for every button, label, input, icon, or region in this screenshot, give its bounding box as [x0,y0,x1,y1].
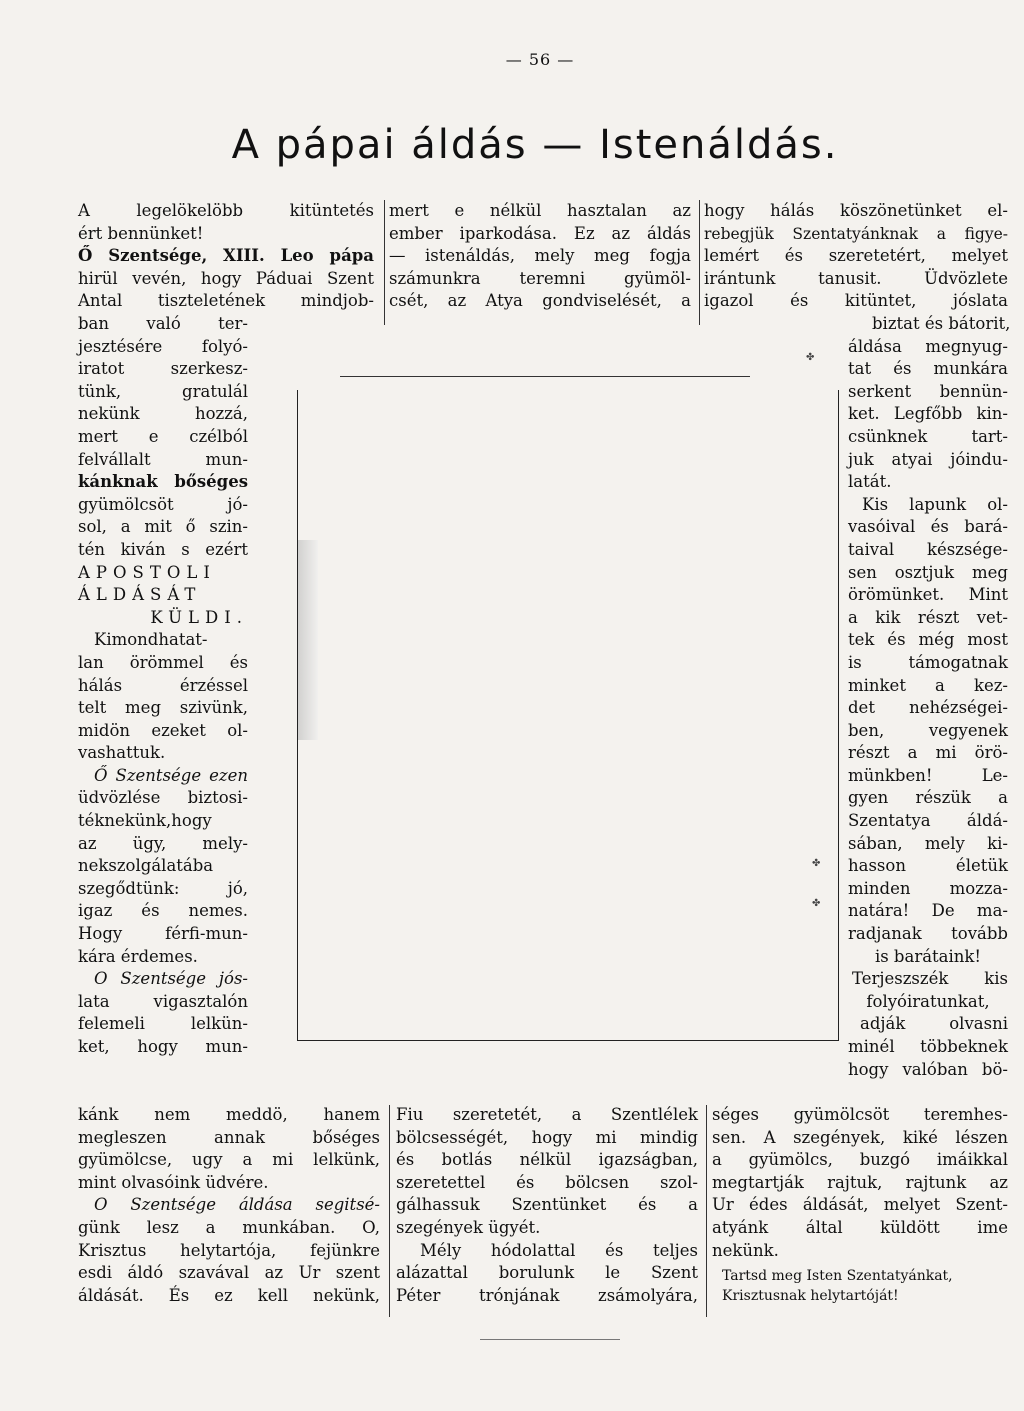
text-line: és botlás nélkül igazságban, [396,1150,698,1170]
middle-column-bottom [396,1104,698,1307]
footnote-line: Tartsd meg Isten Szentatyánkat, [722,1268,953,1284]
text-line: alázattal borulunk le Szent [396,1263,698,1283]
text-line: a gyümölcs, buzgó imáikkal [712,1150,1008,1170]
column-rule-top-1 [384,200,385,325]
text-line: megtartják rajtuk, rajtunk az [712,1172,1008,1192]
text-line: hasson életük [848,856,1008,876]
text-line: mert e nélkül hasztalan az [389,201,691,220]
text-line: ket. Legfőbb kin- [848,404,1008,424]
left-column-top [78,200,374,313]
illustration-shade [298,540,318,740]
text-line: taival készsége- [848,539,1008,559]
text-line: ban való ter- [78,314,248,333]
text-line: sen. A szegények, kiké lészen [712,1127,1008,1147]
text-line: O Szentsége áldása segitsé- [94,1195,380,1215]
text-line: nekünk hozzá, [78,404,248,424]
footnote-line: Krisztusnak helytartóját! [722,1288,899,1304]
text-line: Kis lapunk ol- [862,494,1008,514]
text-line: Terjeszszék kis [852,969,1008,989]
text-line: münkben! Le- [848,765,1008,785]
text-line: biztat és bátorit, [872,314,1011,333]
page-title: A pápai áldás — Istenáldás. [231,122,839,168]
text-line: mint olvasóink üdvére. [78,1172,269,1192]
text-line: lan örömmel és [78,652,248,672]
text-line: üdvözlése biztosi- [78,788,248,808]
text-line: az ügy, mely- [78,833,248,853]
text-line: mert e czélból [78,426,248,446]
text-line: Fiu szeretetét, a Szentlélek [396,1105,698,1124]
column-rule-bottom-1 [389,1105,390,1317]
text-line: csünknek tart- [848,426,1008,446]
text-line: radjanak tovább [848,924,1008,944]
text-line: bölcsességét, hogy mi mindig [396,1127,698,1147]
text-line: számunkra teremni gyümöl- [389,268,691,288]
text-line: Szentatya áldá- [848,811,1008,831]
text-line: Ő Szentsége, XIII. Leo pápa [78,246,374,266]
page-number: — 56 — [505,50,575,69]
text-line: igaz és nemes. [78,901,248,921]
text-line: szeretettel és bölcsen szol- [396,1172,698,1192]
text-line: tek és még most [848,630,1008,650]
text-line: Antal tiszteletének mindjob- [78,291,374,311]
middle-column-top [389,200,691,313]
text-line: O Szentsége jós- [94,969,248,989]
left-column-bottom [78,1104,380,1307]
text-line: juk atyai jóindu- [848,449,1008,469]
text-line: Ő Szentsége ezen [94,765,248,785]
text-line: felvállalt mun- [78,449,248,469]
text-line: nekünk. [712,1240,779,1260]
text-line: günk lesz a munkában. O, [78,1217,380,1237]
right-column-bottom [712,1104,1008,1262]
text-line: megleszen annak bőséges [78,1127,380,1147]
text-line: felemeli lelkün- [78,1014,248,1034]
text-line: folyóiratunkat, [866,991,990,1011]
text-line: lemért és szeretetért, melyet [704,246,1008,266]
text-line: minél többeknek [848,1037,1008,1056]
column-rule-bottom-2 [706,1105,707,1317]
ornament-icon: ✤ [806,352,815,363]
ornament-icon: ✤ [812,898,821,909]
text-line: gyümölcse, ugy a mi lelkünk, [78,1150,380,1170]
text-line: — istenáldás, mely meg fogja [389,246,691,266]
ornament-icon: ✤ [812,858,821,869]
text-line: telt meg szivünk, [78,698,248,718]
text-line: APOSTOLI [78,562,216,582]
text-line: sen osztjuk meg [848,562,1008,582]
bottom-rule [480,1339,620,1340]
text-line: sol, a mit ő szin- [78,517,248,537]
text-line: A legelökelöbb kitüntetés [78,201,374,220]
text-line: minden mozza- [848,878,1008,898]
image-top-rule [340,376,750,377]
text-line: jesztésére folyó- [78,336,248,356]
text-line: latát. [848,472,892,492]
text-line: ben, vegyenek [848,720,1008,740]
text-line: a kik részt vet- [848,607,1008,627]
left-column-narrow [78,313,248,1059]
text-line: is barátaink! [874,946,982,966]
text-line: hogy hálás köszönetünket el- [704,201,1008,220]
text-line: szegények ügyét. [396,1217,541,1237]
text-line: hálás érzéssel [78,675,248,695]
text-line: is támogatnak [848,652,1008,672]
text-line: rebegjük Szentatyánknak a figye- [704,224,1008,243]
text-line: Hogy férfi-mun- [78,924,248,944]
text-line: gyen részük a [848,788,1008,808]
text-line: hogy valóban bö- [848,1059,1008,1079]
right-column-narrow [848,313,1011,1081]
text-line: ért bennünket! [78,223,204,243]
text-line: esdi áldó szavával az Ur szent [78,1263,380,1283]
text-line: kára érdemes. [78,946,198,966]
text-line: séges gyümölcsöt teremhes- [712,1105,1008,1124]
text-line: igazol és kitüntet, jóslata [704,291,1008,311]
text-line: kánk nem meddö, hanem [78,1105,380,1124]
text-line: szegődtünk: jó, [78,878,248,898]
text-line: vasóival és bará- [848,517,1008,537]
text-line: tat és munkára [848,359,1008,379]
text-line: tünk, gratulál [78,381,248,401]
text-line: natára! De ma- [848,901,1008,921]
text-line: részt a mi örö- [848,743,1008,763]
text-line: adják olvasni [860,1014,1008,1034]
right-column-top [704,200,1008,313]
text-line: áldását. És ez kell nekünk, [78,1285,380,1305]
text-line: Kimondhatat- [94,630,208,650]
text-line: iratot szerkesz- [78,359,248,379]
text-line: vashattuk. [78,743,166,763]
text-line: lata vigasztalón [78,991,248,1011]
text-line: det nehézségei- [848,698,1008,718]
text-line: irántunk tanusit. Üdvözlete [704,268,1008,288]
column-rule-top-2 [699,200,700,325]
text-line: csét, az Atya gondviselését, a [389,291,691,311]
text-line: minket a kez- [848,675,1008,695]
text-line: atyánk által küldött ime [712,1217,1008,1237]
text-line: gyümölcsöt jó- [78,494,248,514]
text-line: Krisztus helytartója, fejünkre [78,1240,380,1260]
text-line: ÁLDÁSÁT [78,585,202,605]
text-line: Ur édes áldását, melyet Szent- [712,1195,1008,1215]
illustration-frame [297,390,839,1041]
text-line: nekszolgálatába [78,856,214,876]
text-line: serkent bennün- [848,381,1008,401]
text-line: Mély hódolattal és teljes [420,1240,698,1260]
text-line: KÜLDI. [150,607,248,627]
text-line: tén kiván s ezért [78,539,248,559]
text-line: ember iparkodása. Ez az áldás [389,223,691,243]
text-line: örömünket. Mint [848,585,1008,605]
text-line: téknekünk,hogy [78,811,212,831]
text-line: Péter trónjának zsámolyára, [396,1285,698,1305]
text-line: gálhassuk Szentünket és a [396,1195,698,1215]
text-line: ket, hogy mun- [78,1037,248,1056]
text-line: hirül vevén, hogy Páduai Szent [78,268,374,288]
footnote [722,1266,1012,1306]
text-line: sában, mely ki- [848,833,1008,853]
text-line: kánknak bőséges [78,472,248,492]
text-line: áldása megnyug- [848,336,1008,356]
text-line: midön ezeket ol- [78,720,248,740]
